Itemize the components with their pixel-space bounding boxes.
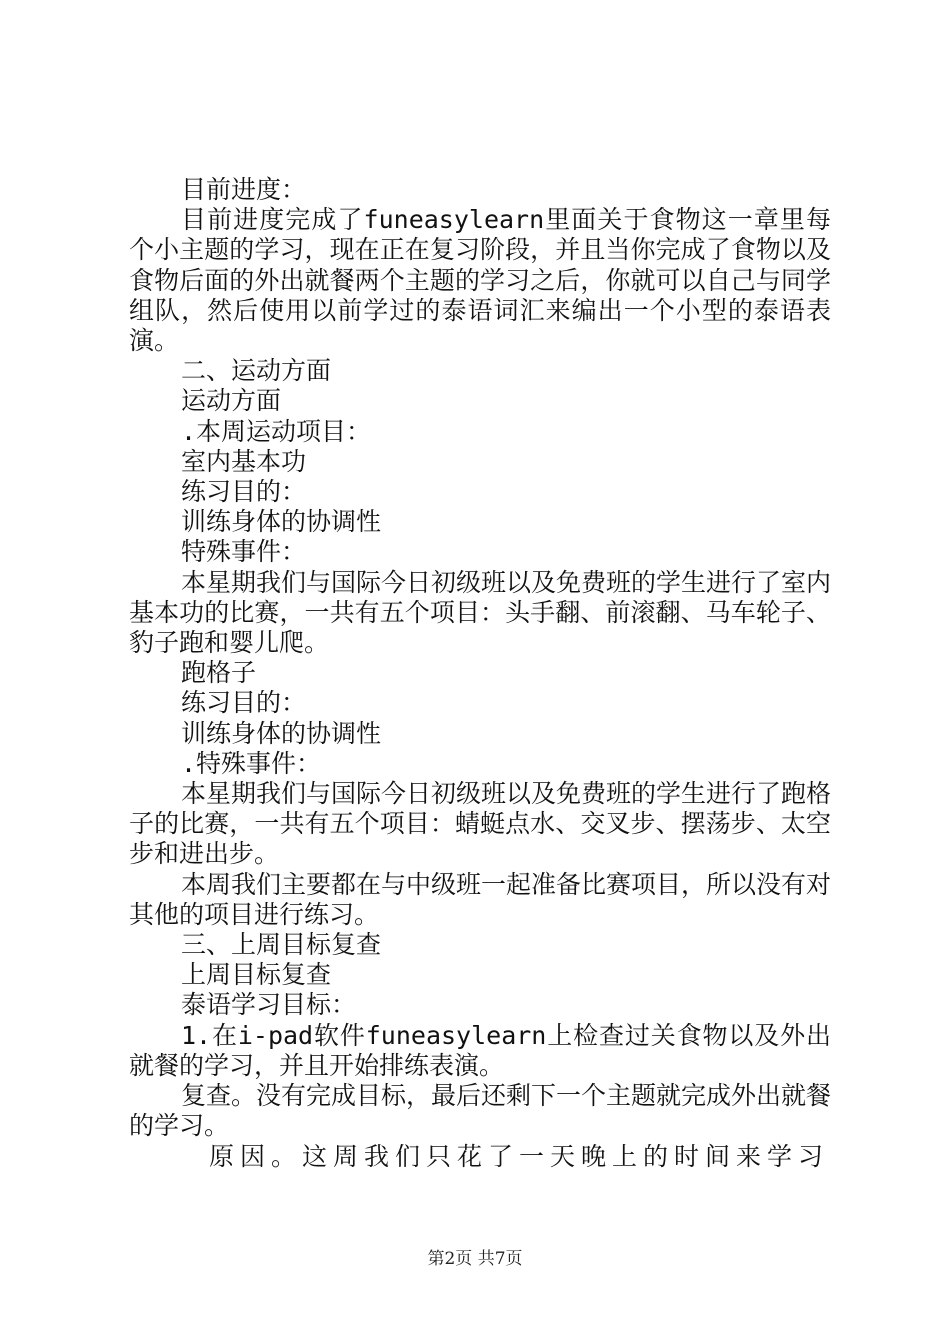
paragraph-weekly-preparation: 本周我们主要都在与中级班一起准备比赛项目，所以没有对其他的项目进行练习。 <box>129 869 832 929</box>
section-heading-sports: 二、运动方面 <box>181 356 332 386</box>
page-number-footer: 第2页 共7页 <box>427 1249 523 1269</box>
document-body <box>129 175 831 1172</box>
paragraph-practice-purpose-2: 练习目的： <box>181 688 307 718</box>
paragraph-practice-purpose-1: 练习目的： <box>181 477 307 507</box>
paragraph-weekly-sports: .本周运动项目： <box>181 416 372 446</box>
paragraph-indoor-basics: 室内基本功 <box>181 446 307 476</box>
paragraph-thai-goal: 泰语学习目标： <box>181 990 357 1020</box>
paragraph-grid-running: 跑格子 <box>181 658 257 688</box>
subheading-sports: 运动方面 <box>181 386 282 416</box>
paragraph-reason: 原因。这周我们只花了一天晚上的时间来学习 <box>209 1141 830 1171</box>
paragraph-competition-indoor: 本星期我们与国际今日初级班以及免费班的学生进行了室内基本功的比赛，一共有五个项目：头手翻、前滚翻、马车轮子、豹子跑和婴儿爬。 <box>129 567 832 658</box>
paragraph-coordination-1: 训练身体的协调性 <box>181 507 382 537</box>
paragraph-coordination-2: 训练身体的协调性 <box>181 718 382 748</box>
paragraph-review-result: 复查。没有完成目标，最后还剩下一个主题就完成外出就餐的学习。 <box>129 1081 832 1141</box>
subheading-review: 上周目标复查 <box>181 960 332 990</box>
paragraph-progress-detail: 目前进度完成了funeasylearn里面关于食物这一章里每个小主题的学习，现在正在复习阶段，并且当你完成了食物以及食物后面的外出就餐两个主题的学习之后，你就可以自己与同学组队，然后使用以前学过的泰语词汇来编出一个小型的泰语表演。 <box>129 205 831 356</box>
paragraph-goal-item-1: 1.在i-pad软件funeasylearn上检查过关食物以及外出就餐的学习，并且开始排练表演。 <box>129 1020 831 1080</box>
paragraph-competition-grid: 本星期我们与国际今日初级班以及免费班的学生进行了跑格子的比赛，一共有五个项目：蜻蜓点水、交叉步、摆荡步、太空步和进出步。 <box>129 779 832 869</box>
section-heading-review: 三、上周目标复查 <box>181 930 382 960</box>
paragraph-special-event-2: .特殊事件： <box>181 748 322 778</box>
paragraph-special-event-1: 特殊事件： <box>181 537 307 567</box>
paragraph-progress-heading: 目前进度： <box>181 175 307 204</box>
